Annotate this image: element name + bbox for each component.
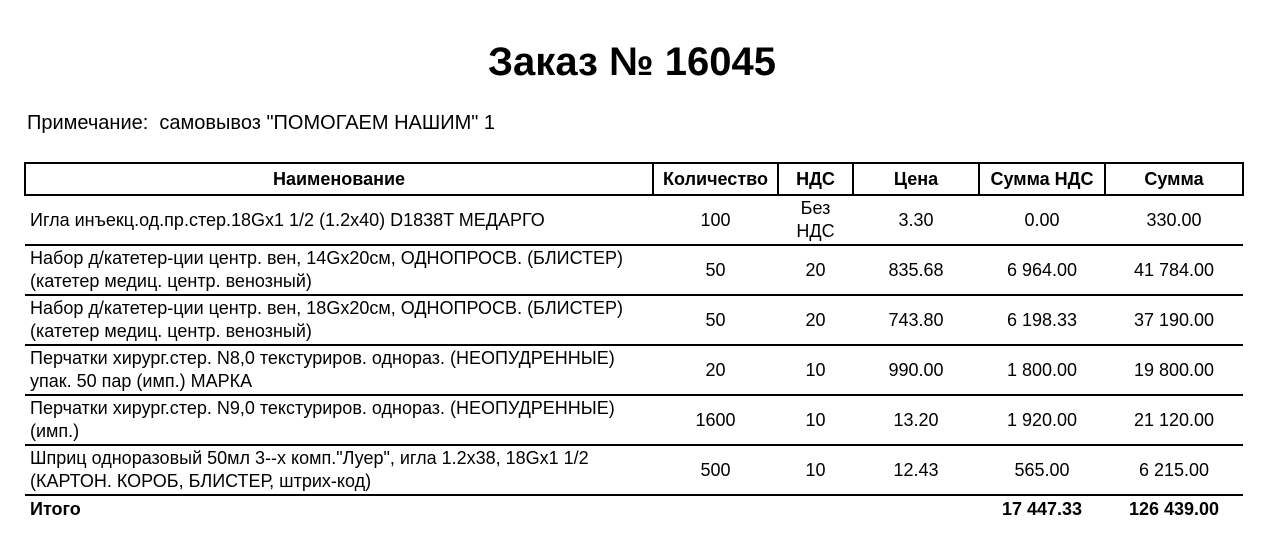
item-sum: 330.00 bbox=[1105, 195, 1243, 245]
item-quantity: 100 bbox=[653, 195, 778, 245]
total-empty bbox=[778, 495, 853, 522]
item-name-line: (КАРТОН. КОРОБ, БЛИСТЕР, штрих-код) bbox=[30, 471, 372, 491]
total-empty bbox=[653, 495, 778, 522]
table-row bbox=[25, 445, 1243, 495]
item-vat: 20 bbox=[778, 295, 853, 345]
item-vat-sum: 1 800.00 bbox=[979, 345, 1105, 395]
item-vat-sum: 0.00 bbox=[979, 195, 1105, 245]
item-quantity: 20 bbox=[653, 345, 778, 395]
item-sum: 41 784.00 bbox=[1105, 245, 1243, 295]
item-quantity: 50 bbox=[653, 245, 778, 295]
item-quantity: 1600 bbox=[653, 395, 778, 445]
table-header-row bbox=[25, 163, 1243, 195]
item-price: 13.20 bbox=[853, 395, 979, 445]
item-price: 743.80 bbox=[853, 295, 979, 345]
order-note: Примечание: самовывоз "ПОМОГАЕМ НАШИМ" 1 bbox=[27, 112, 496, 134]
item-name-line: Игла инъекц.од.пр.стер.18Gx1 1/2 (1.2x40) D1838T МЕДАРГО bbox=[30, 209, 545, 230]
table-row bbox=[25, 395, 1243, 445]
item-name-line: (имп.) bbox=[30, 421, 80, 441]
item-vat: 10 bbox=[778, 445, 853, 495]
item-price: 3.30 bbox=[853, 195, 979, 245]
item-name-line: Набор д/катетер-ции центр. вен, 18Gx20см, ОДНОПРОСВ. (БЛИСТЕР) bbox=[30, 298, 624, 318]
item-name-line: Набор д/катетер-ции центр. вен, 14Gx20см, ОДНОПРОСВ. (БЛИСТЕР) bbox=[30, 248, 624, 268]
item-sum: 6 215.00 bbox=[1105, 445, 1243, 495]
header-vat-sum: Сумма НДС bbox=[979, 163, 1105, 195]
item-vat: 10 bbox=[778, 395, 853, 445]
item-vat-sum: 565.00 bbox=[979, 445, 1105, 495]
header-vat: НДС bbox=[778, 163, 853, 195]
total-label: Итого bbox=[30, 498, 81, 519]
item-name-line: Шприц одноразовый 50мл 3--х комп."Луер", игла 1.2x38, 18Gx1 1/2 bbox=[30, 448, 589, 468]
item-name bbox=[25, 195, 653, 245]
item-vat-sum: 6 198.33 bbox=[979, 295, 1105, 345]
item-vat: 10 bbox=[778, 345, 853, 395]
total-empty bbox=[853, 495, 979, 522]
table-row bbox=[25, 195, 1243, 245]
item-quantity: 50 bbox=[653, 295, 778, 345]
item-name-line: (катетер медиц. центр. венозный) bbox=[30, 271, 312, 291]
total-vat-sum: 17 447.33 bbox=[1001, 498, 1083, 519]
item-sum: 21 120.00 bbox=[1105, 395, 1243, 445]
table-row bbox=[25, 345, 1243, 395]
total-row bbox=[25, 495, 1243, 522]
header-price: Цена bbox=[853, 163, 979, 195]
total-sum: 126 439.00 bbox=[1128, 498, 1220, 519]
item-vat: Без НДС bbox=[778, 195, 853, 245]
order-table bbox=[24, 162, 1244, 522]
item-name-line: Перчатки хирург.стер. N9,0 текстуриров. однораз. (НЕОПУДРЕННЫЕ) bbox=[30, 398, 615, 418]
item-name bbox=[25, 245, 653, 295]
item-name bbox=[25, 295, 653, 345]
item-sum: 19 800.00 bbox=[1105, 345, 1243, 395]
item-name-line: упак. 50 пар (имп.) МАРКА bbox=[30, 371, 253, 391]
item-name bbox=[25, 345, 653, 395]
item-name-line: (катетер медиц. центр. венозный) bbox=[30, 321, 312, 341]
item-vat-sum: 6 964.00 bbox=[979, 245, 1105, 295]
item-sum: 37 190.00 bbox=[1105, 295, 1243, 345]
header-name: Наименование bbox=[25, 163, 653, 195]
item-name bbox=[25, 395, 653, 445]
header-sum: Сумма bbox=[1105, 163, 1243, 195]
order-title: Заказ № 16045 bbox=[488, 40, 776, 84]
table-row bbox=[25, 245, 1243, 295]
table-row bbox=[25, 295, 1243, 345]
item-quantity: 500 bbox=[653, 445, 778, 495]
header-quantity: Количество bbox=[653, 163, 778, 195]
item-price: 990.00 bbox=[853, 345, 979, 395]
item-vat: 20 bbox=[778, 245, 853, 295]
item-vat-sum: 1 920.00 bbox=[979, 395, 1105, 445]
item-price: 835.68 bbox=[853, 245, 979, 295]
item-name-line: Перчатки хирург.стер. N8,0 текстуриров. однораз. (НЕОПУДРЕННЫЕ) bbox=[30, 348, 615, 368]
item-price: 12.43 bbox=[853, 445, 979, 495]
item-name bbox=[25, 445, 653, 495]
